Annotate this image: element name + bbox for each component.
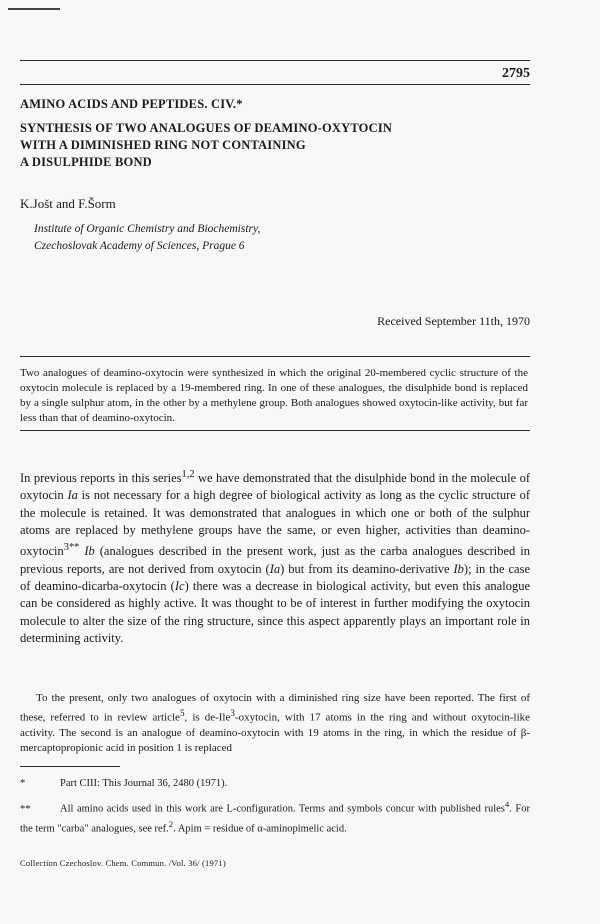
citation-sup: 4	[504, 799, 510, 809]
footnote-text: . Apim = residue of α-aminopimelic acid.	[173, 823, 347, 834]
authors: K.Jošt and F.Šorm	[20, 196, 116, 211]
subtitle-line-1: SYNTHESIS OF TWO ANALOGUES OF DEAMINO-OXYTOCIN	[20, 121, 393, 135]
body-text: , is de-Ile	[184, 711, 231, 724]
compound-label: Ic	[174, 579, 185, 594]
abstract-rule-bottom	[20, 430, 530, 431]
intro-paragraph	[20, 466, 530, 647]
received-date: Received September 11th, 1970	[377, 314, 530, 328]
compound-label: Ia	[67, 488, 78, 503]
page-number: 2795	[502, 66, 530, 81]
header-rule-bottom	[20, 84, 530, 85]
citation-sup: 1,2	[181, 469, 195, 480]
footnote-rule	[20, 766, 120, 767]
intro-text: we have demonstrated that the disulphide bond in the molecule of oxytocin	[20, 471, 531, 503]
intro-text: In previous reports in this series	[20, 471, 182, 486]
body-paragraph-2	[20, 691, 530, 756]
compound-label: Ia	[269, 561, 281, 576]
footnote-2	[20, 797, 530, 836]
compound-label: Ib	[453, 561, 464, 576]
body-text: -oxytocin, with 17 atoms in the ring and without oxytocin-like activity. The second is an analogue of deamino-oxytocin with 19 atoms in the ring, in which the residue of β-mercaptopropionic acid in position 1 is replaced	[20, 711, 531, 755]
series-title: AMINO ACIDS AND PEPTIDES. CIV.*	[20, 97, 243, 111]
footnote-mark: **	[20, 803, 31, 815]
citation-sup: 3**	[63, 542, 80, 554]
footnote-mark: *	[20, 778, 26, 789]
citation-sup: 2	[168, 818, 174, 829]
subtitle-line-3: A DISULPHIDE BOND	[20, 155, 152, 169]
affiliation-line-2: Czechoslovak Academy of Sciences, Prague 6	[34, 240, 245, 252]
affiliation	[34, 221, 260, 255]
intro-text: is not necessary for a high degree of biological activity as long as the cyclic structure of the molecule is retained. It was demonstrated that analogues in which one or both of the sulphur atoms are replaced by methylene groups have the same, or even higher, activities than deamino-oxytocin	[20, 488, 530, 559]
body-text: To the present, only two analogues of oxytocin with a diminished ring size have been reported. The first of these, referred to in review article	[20, 692, 530, 724]
subtitle-line-2: WITH A DIMINISHED RING NOT CONTAINING	[20, 138, 306, 152]
citation-sup: 3	[230, 708, 235, 719]
footnote-text: All amino acids used in this work are L-configuration. Terms and symbols concur with published rules	[60, 803, 505, 815]
intro-text: ); in the case of deamino-dicarba-oxytocin (	[20, 561, 530, 594]
title-block	[20, 96, 540, 171]
intro-text: ) but from its deamino-derivative	[280, 561, 454, 576]
footnote-1	[20, 777, 530, 791]
footnote-text: Part CIII: This Journal 36, 2480 (1971).	[60, 778, 228, 789]
header-rule-top	[20, 60, 530, 61]
citation-sup: 5	[179, 708, 185, 719]
compound-label: Ib	[84, 544, 95, 559]
intro-text: (analogues described in the present work, just as the carba analogues described in previous reports, are not derived from oxytocin (	[20, 544, 531, 576]
journal-footer: Collection Czechoslov. Chem. Commun. /Vol. 36/ (1971)	[20, 858, 226, 868]
footnote-text: . For the term "carba" analogues, see ref.	[20, 803, 530, 834]
affiliation-line-1: Institute of Organic Chemistry and Biochemistry,	[34, 223, 261, 235]
intro-text: ) there was a decrease in biological activity, but even this analogue can be considered as highly active. It was thought to be of interest in further modifying the oxytocin molecule to alter the size of the ring structure, since this aspect apparently plays an important role in determining activity.	[20, 579, 530, 645]
abstract: Two analogues of deamino-oxytocin were synthesized in which the original 20-membered cyclic structure of the oxytocin molecule is replaced by a 19-membered ring. In one of these analogues, the disulphide bond is replaced by a single sulphur atom, in the other by a methylene group. Both analogues showed oxytocin-like activity, but far less than that of deamino-oxytocin.	[20, 367, 528, 424]
scan-mark	[8, 8, 60, 10]
abstract-rule-top	[20, 356, 530, 357]
